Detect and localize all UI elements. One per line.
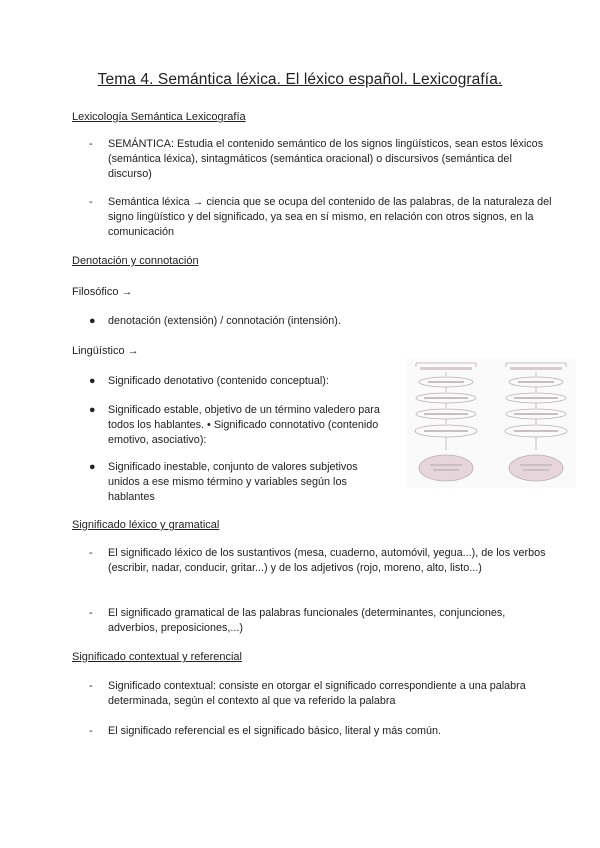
list-item-text: denotación (extensión) / connotación (intensión). — [108, 315, 341, 327]
list-item-text: El significado referencial es el significado básico, literal y más común. — [108, 725, 442, 737]
bullet-marker: ● — [89, 404, 96, 416]
bullet-marker: ● — [89, 375, 96, 387]
section-heading-lexicologia: Lexicología Semántica Lexicografía — [72, 111, 246, 123]
section-heading-contextual-referencial: Significado contextual y referencial — [72, 651, 242, 663]
list-item-text: Semántica léxica → ciencia que se ocupa del contenido de las palabras, de la naturaleza del signo lingüístico y del significado, ya sea en sí mismo, en relación con otros signos, en la comunicación — [108, 196, 552, 238]
list-item-text: El significado gramatical de las palabras funcionales (determinantes, conjunciones, adverbios, preposiciones,...) — [108, 607, 506, 634]
list-item-text: Significado contextual: consiste en otorgar el significado correspondiente a una palabra determinada, según el contexto al que va referido la palabra — [108, 680, 526, 707]
list-item-text: Significado denotativo (contenido conceptual): — [108, 375, 329, 387]
page-title: Tema 4. Semántica léxica. El léxico español. Lexicografía. — [97, 71, 503, 88]
dash-marker: - — [89, 680, 93, 692]
dash-marker: - — [89, 547, 93, 559]
bullet-marker: ● — [89, 461, 96, 473]
denotation-connotation-diagram — [406, 358, 576, 488]
list-item-text: SEMÁNTICA: Estudia el contenido semántico de los signos lingüísticos, sean estos léxicos (semántica léxica), sintagmáticos (semántica oracional) o discursivos (semántica del discurso) — [108, 138, 544, 180]
list-item-text: El significado léxico de los sustantivos (mesa, cuaderno, automóvil, yegua...), de los verbos (escribir, nadar, conducir, gritar...) y de los adjetivos (rojo, moreno, alto, listo...) — [108, 547, 546, 574]
dash-marker: - — [89, 196, 93, 208]
dash-marker: - — [89, 607, 93, 619]
linguistico-label: Lingüístico → — [72, 345, 139, 357]
filosofico-label: Filosófico → — [72, 286, 133, 298]
dash-marker: - — [89, 725, 93, 737]
list-item-text: Significado estable, objetivo de un término valedero para todos los hablantes. • Significado connotativo (contenido emotivo, asociativo): — [108, 404, 380, 446]
list-item-text: Significado inestable, conjunto de valores subjetivos unidos a ese mismo término y variables según los hablantes — [108, 461, 358, 503]
bullet-marker: ● — [89, 315, 96, 327]
dash-marker: - — [89, 138, 93, 150]
section-heading-lexico-gramatical: Significado léxico y gramatical — [72, 519, 220, 531]
section-heading-denotacion: Denotación y connotación — [72, 255, 199, 267]
